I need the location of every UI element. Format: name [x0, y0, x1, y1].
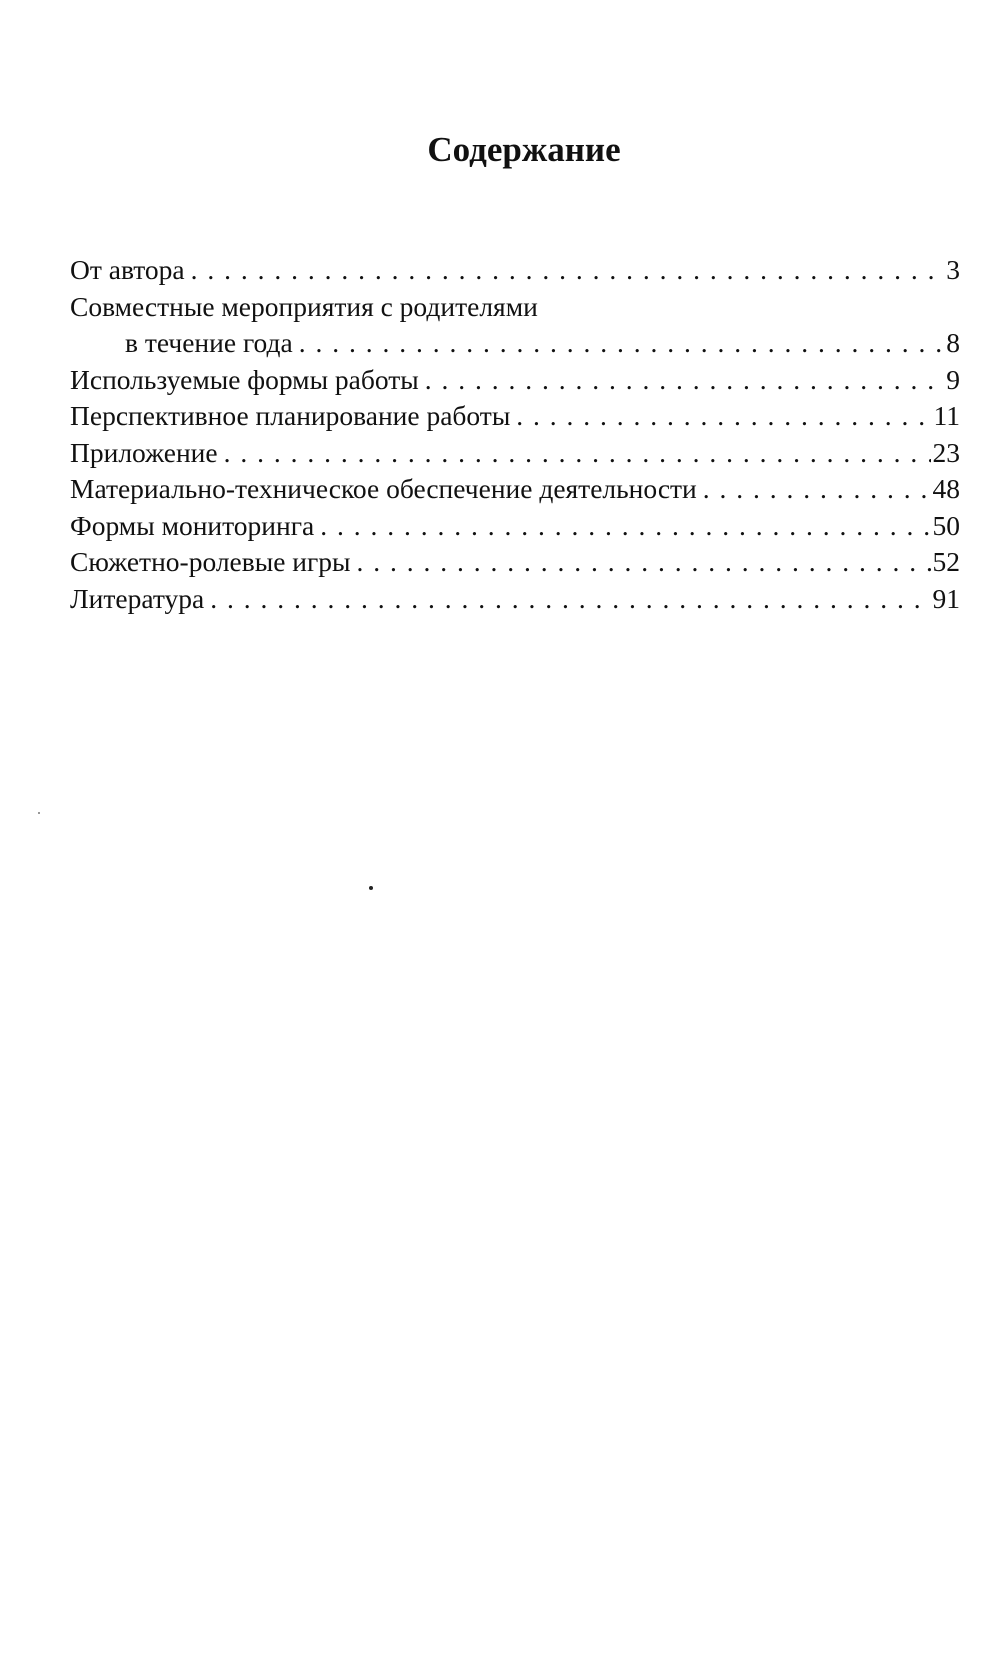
- toc-entry-title: Совместные мероприятия с родителями: [70, 290, 538, 322]
- dot-leader: [425, 362, 942, 399]
- toc-entry-appendix: [70, 435, 960, 472]
- page-title: Содержание: [427, 130, 621, 169]
- toc-line: [70, 581, 960, 618]
- toc-entry-title: Формы мониторинга: [70, 509, 315, 541]
- toc-line: [70, 435, 960, 472]
- toc-entry-literature: [70, 581, 960, 618]
- toc-entry-title: Приложение: [70, 436, 218, 468]
- toc-page-number: 9: [946, 363, 960, 395]
- dot-leader: [191, 252, 942, 289]
- print-speck: [369, 886, 373, 890]
- toc-page-number: 8: [946, 327, 960, 358]
- toc-entry-title: Литература: [70, 582, 205, 614]
- toc-line-continued: [70, 325, 960, 362]
- toc-entry-material-support: [70, 471, 960, 508]
- dot-leader: [224, 435, 931, 472]
- toc-page-number: 3: [946, 254, 960, 285]
- toc-line: [70, 289, 960, 326]
- toc-line: [70, 544, 960, 581]
- toc-page-number: 52: [932, 546, 960, 577]
- toc-entry-title-continued: в течение года: [125, 327, 293, 358]
- table-of-contents: [70, 252, 960, 617]
- toc-page-number: 91: [932, 582, 960, 614]
- toc-line: [70, 362, 960, 399]
- toc-entry-role-games: [70, 544, 960, 581]
- dot-leader: [299, 325, 942, 362]
- dot-leader: [516, 398, 931, 435]
- dot-leader: [210, 581, 930, 618]
- toc-entry-monitoring: [70, 508, 960, 545]
- toc-entry-planning: [70, 398, 960, 435]
- toc-page-number: 50: [932, 509, 960, 541]
- dot-leader: [320, 508, 930, 545]
- toc-entry-title: Сюжетно-ролевые игры: [70, 546, 351, 577]
- dot-leader: [357, 544, 931, 581]
- toc-entry-title: От автора: [70, 254, 185, 285]
- toc-line: [70, 471, 960, 508]
- toc-entry-from-author: [70, 252, 960, 289]
- toc-page-number: 48: [932, 473, 960, 504]
- toc-page-number: 23: [932, 436, 960, 468]
- toc-entry-title: Перспективное планирование работы: [70, 400, 511, 431]
- dot-leader: [703, 471, 931, 508]
- toc-line: [70, 252, 960, 289]
- toc-line: [70, 398, 960, 435]
- print-speck: [38, 812, 40, 814]
- toc-line: [70, 508, 960, 545]
- toc-page-number: 11: [933, 400, 960, 431]
- toc-entry-title: Используемые формы работы: [70, 363, 419, 395]
- toc-entry-joint-events: [70, 289, 960, 362]
- toc-entry-work-forms: [70, 362, 960, 399]
- toc-entry-title: Материально-техническое обеспечение деятельности: [70, 473, 697, 504]
